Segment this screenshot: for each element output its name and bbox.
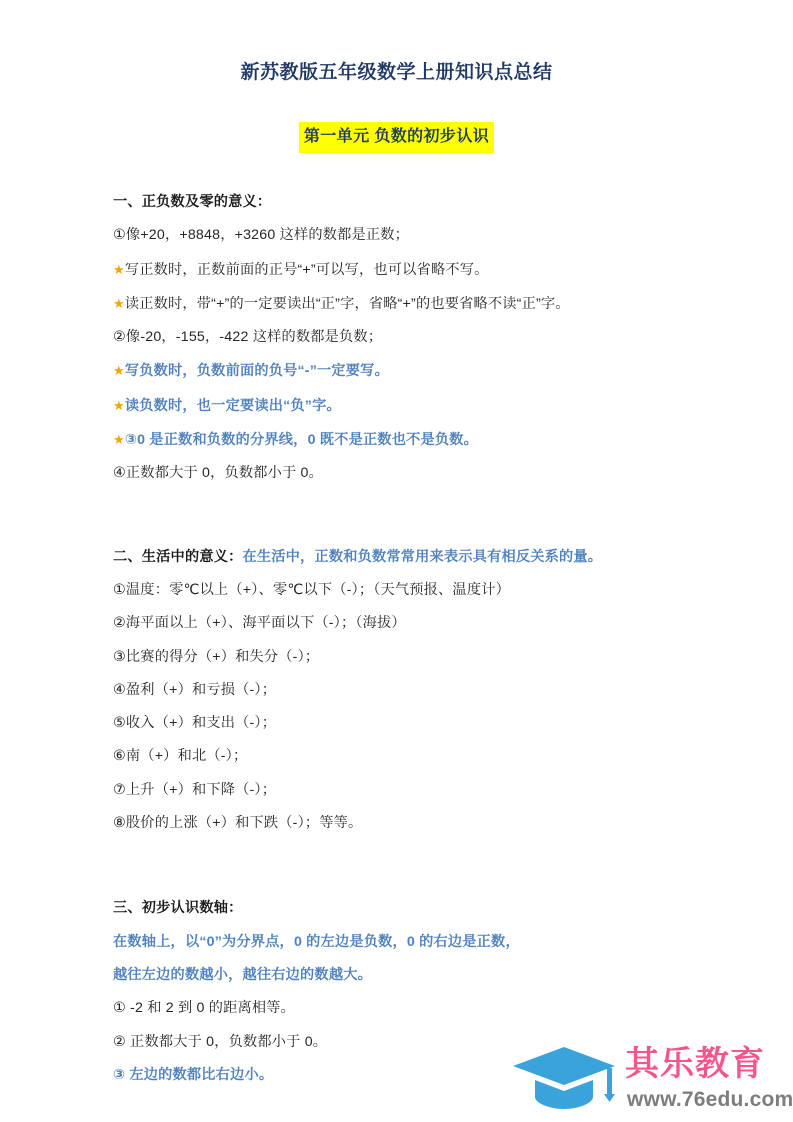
section-2-line-6-text: ⑥南（+）和北（-）； <box>113 748 248 765</box>
document-body <box>113 186 713 1092</box>
section-2-line-1 <box>113 574 713 607</box>
section-3-line-2-text: 越往左边的数越小，越往右边的数越大。 <box>113 966 372 983</box>
graduation-cap-icon <box>511 1045 621 1111</box>
section-spacer <box>113 491 713 541</box>
section-heading-2-text: 二、生活中的意义： <box>113 548 243 565</box>
section-3-line-5-text: ③ 左边的数都比右边小。 <box>113 1066 274 1083</box>
star-icon: ★ <box>113 397 125 413</box>
section-1-line-6-text: 读负数时，也一定要读出“负”字。 <box>124 397 341 414</box>
section-2-line-7 <box>113 774 713 807</box>
site-logo <box>511 1042 793 1118</box>
unit-title-container <box>0 122 793 153</box>
star-icon: ★ <box>113 363 125 379</box>
section-1-line-2-text: 写正数时，正数前面的正号“+”可以写，也可以省略不写。 <box>124 261 489 278</box>
section-2-line-3 <box>113 641 713 674</box>
section-1-line-1-text: ①像+20，+8848，+3260 这样的数都是正数； <box>113 227 410 244</box>
section-1-line-3-text: 读正数时，带“+”的一定要读出“正”字，省略“+”的也要省略不读“正”字。 <box>124 295 570 312</box>
logo-url-text: www.76edu.com <box>627 1088 793 1111</box>
section-1-line-6 <box>113 389 713 423</box>
section-2-line-4-text: ④盈利（+）和亏损（-）； <box>113 681 277 698</box>
section-heading-2 <box>113 541 713 574</box>
section-1-line-8 <box>113 457 713 490</box>
section-2-line-5 <box>113 707 713 740</box>
logo-brand-text: 其乐教育 <box>625 1045 765 1083</box>
page-title: 新苏教版五年级数学上册知识点总结 <box>240 62 553 83</box>
section-heading-1 <box>113 186 713 219</box>
unit-title-highlight: 第一单元 负数的初步认识 <box>299 122 494 153</box>
section-2-line-7-text: ⑦上升（+）和下降（-）； <box>113 781 277 798</box>
section-spacer <box>113 840 713 892</box>
star-icon: ★ <box>113 261 125 277</box>
section-heading-3-text: 三、初步认识数轴： <box>113 900 243 917</box>
section-1-line-8-text: ④正数都大于 0，负数都小于 0。 <box>113 465 324 482</box>
section-3-line-1 <box>113 926 713 959</box>
section-1-line-7 <box>113 423 713 457</box>
section-heading-3 <box>113 892 713 925</box>
section-2-line-5-text: ⑤收入（+）和支出（-）； <box>113 715 277 732</box>
section-1-line-1 <box>113 219 713 252</box>
section-1-line-2 <box>113 253 713 287</box>
section-1-line-7-text: ③0 是正数和负数的分界线，0 既不是正数也不是负数。 <box>124 432 479 449</box>
section-2-line-3-text: ③比赛的得分（+）和失分（-）； <box>113 648 320 665</box>
section-heading-1-text: 一、正负数及零的意义： <box>113 194 272 210</box>
section-1-line-4 <box>113 321 713 354</box>
star-icon: ★ <box>113 295 125 311</box>
section-2-line-8-text: ⑧股价的上涨（+）和下跌（-）；等等。 <box>113 815 363 832</box>
section-2-line-1-text: ①温度：零℃以上（+）、零℃以下（-）；（天气预报、温度计） <box>113 581 510 598</box>
section-2-line-2-text: ②海平面以上（+）、海平面以下（-）；（海拔） <box>113 615 406 632</box>
section-3-line-4-text: ② 正数都大于 0，负数都小于 0。 <box>113 1033 328 1050</box>
section-3-line-1-text: 在数轴上，以“0”为分界点，0 的左边是负数，0 的右边是正数， <box>113 933 520 950</box>
section-3-line-2 <box>113 959 713 992</box>
section-1-line-5-text: 写负数时，负数前面的负号“-”一定要写。 <box>124 363 389 380</box>
section-2-line-2 <box>113 607 713 640</box>
section-1-line-4-text: ②像-20，-155，-422 这样的数都是负数； <box>113 329 383 346</box>
section-3-line-3 <box>113 992 713 1025</box>
section-1-line-5 <box>113 354 713 388</box>
star-icon: ★ <box>113 432 125 448</box>
section-2-line-8 <box>113 807 713 840</box>
section-1-line-3 <box>113 287 713 321</box>
section-2-line-6 <box>113 740 713 773</box>
section-2-line-4 <box>113 674 713 707</box>
section-heading-2-blue-text: 在生活中，正数和负数常常用来表示具有相反关系的量。 <box>242 548 603 565</box>
section-3-line-3-text: ① -2 和 2 到 0 的距离相等。 <box>113 1000 296 1017</box>
